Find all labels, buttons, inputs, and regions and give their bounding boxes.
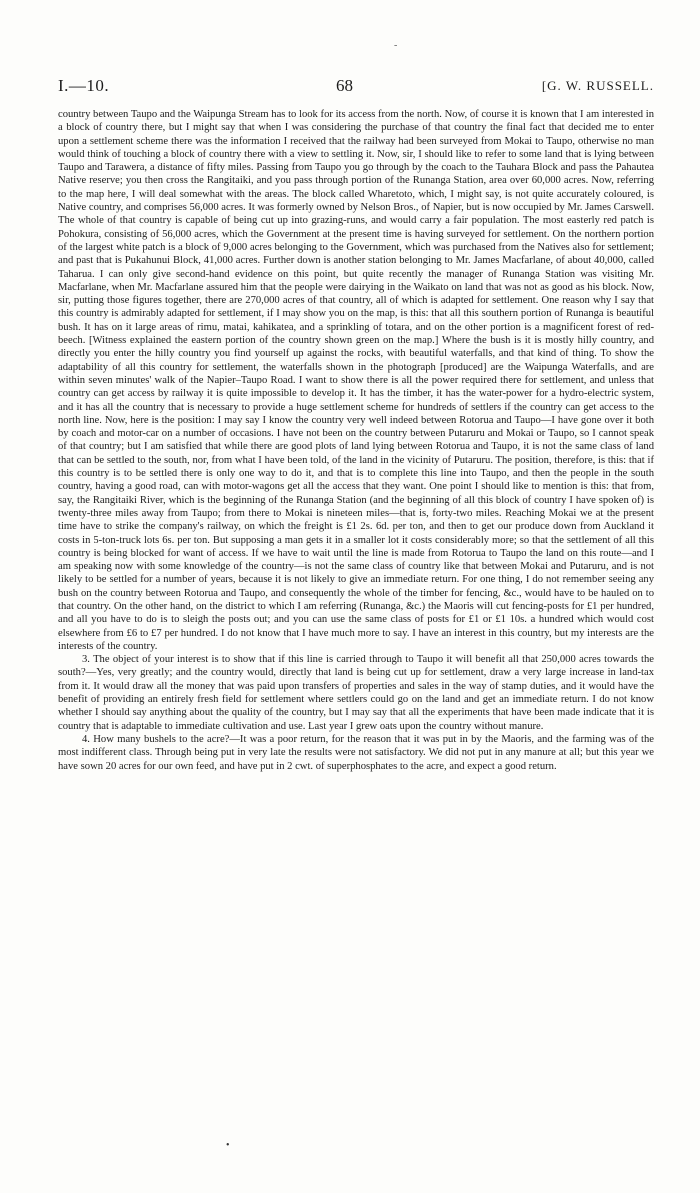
page-number: 68: [336, 76, 353, 95]
paragraph-continuation: country between Taupo and the Waipunga Stream has to look for its access from the north. Now, of course it is known that I am interested in a block of country there, but I might say that when I was considering the purchase of that country the final fact that decided me to enter upon a settlement scheme there was the information I received that the railway had been surveyed from Mokai to Taupo, otherwise no man would think of touching a block of country there with a view to settling it. Now, sir, I should like to refer to some land that is lying between Taupo and Tarawera, a distance of fifty miles. Passing from Taupo you go through by the coach to the Tauhara Block and pass the Pahautea Native reserve; you then cross the Rangitaiki, and you pass through portion of the Runanga Station, area over 60,000 acres. Now, referring to the map here, I will deal somewhat with the areas. The block called Wharetoto, which, I might say, is not quite accurately coloured, is Native country, and comprises 56,000 acres. It was formerly owned by Nelson Bros., of Napier, but is now occupied by Mr. James Carswell. The whole of that country is capable of being cut up into grazing-runs, and would carry a fair population. The most easterly red patch is Pohokura, consisting of 56,000 acres, which the Government at the present time is having surveyed for settlement. On the northern portion of the largest white patch is a block of 9,000 acres belonging to the Government, which was purchased from the Natives also for settlement; and past that is Pukahunui Block, 41,000 acres. Further down is another station belonging to Mr. James Macfarlane, of about 40,000, called Taharua. I can only give second-hand evidence on this point, but quite recently the manager of Runanga Station was visiting Mr. Macfarlane, when Mr. Macfarlane assured him that the people were dairying in the Waikato on land that was not as good as his block. Now, sir, putting those figures together, there are 270,000 acres of that country, all of which is adapted for settlement. One reason why I say that this country is admirably adapted for settlement, if I may show you on the map, is this: that all this southern portion of Runanga is beautiful bush. It has on it large areas of rimu, matai, kahikatea, and a sprinkling of totara, and on the other portion is a magnificent forest of red-beech. [Witness explained the eastern portion of the country shown green on the map.] Where the bush is it is mostly hilly country, and directly you enter the hilly country you find yourself up against the rocks, with beautiful waterfalls, and that kind of thing. To show the adaptability of all this country for settlement, the waterfalls shown in the photograph [produced] are the Waipunga Waterfalls, and are within seven minutes' walk of the Napier–Taupo Road. I want to show there is all the power required there for settlement, and unless that country can get access by railway it is quite impossible to develop it. It has the timber, it has the water-power for a hydro-electric system, and it has all the country that is necessary to provide a huge settlement scheme for hundreds of settlers if the country can get access to the north line. Now, here is the position: I may say I know the country very well indeed between Rotorua and Taupo—I have gone over it both by coach and motor-car on a number of occasions. I have not been on the country between Putaruru and Mokai or Taupo, so I cannot speak of that country; but I am satisfied that while there are good plots of land lying between Rotorua and Taupo, it is not the same class of land that can be settled to the south, nor, from what I have been told, of the land in the vicinity of Putaruru. The position, therefore, is this: that if this country is to be settled there is only one way to do it, and that is to complete this line into Taupo, and then the people in the south country, having a good road, can with motor-wagons get all the access that they want. One point I should like to mention is this: that from, say, the Rangitaiki River, which is the beginning of the Runanga Station (and the beginning of all this block of country I have spoken of) is twenty-three miles away from Taupo; from there to Mokai is nineteen miles—that is, forty-two miles. Reaching Mokai we at the present time have to strike the company's railway, on which the freight is £1 2s. 6d. per ton, and then to get our produce down from Auckland it costs in 5-ton-truck lots 6s. per ton. But supposing a man gets it in a smaller lot it costs considerably more; so that the settlement of all this country is being blocked for want of access. If we have to wait until the line is made from Rotorua to Taupo the land on this route—and I am speaking now with some knowledge of the country—is not the same class of country like that between Mokai and Putaruru, and is not likely to be settled for a number of years, because it is not likely to give an immediate return. For one thing, I do not remember seeing any bush on the country between Rotorua and Taupo, and consequently the whole of the timber for fencing, &c., would have to be hauled on to that country. On the other hand, on the district to which I am referring (Runanga, &c.) the Maoris will cut fencing-posts for £1 per hundred, and all you have to do is to sleigh the posts out; and you can use the same class of posts for £1 or £1 10s. a hundred which would cost elsewhere from £6 to £7 per hundred. I do not know that I have much more to say. I have an interest in this country, but my interests are the interests of the country.: [58, 109, 654, 652]
paragraph-question-4: 4. How many bushels to the acre?—It was a poor return, for the reason that it was put in by the Maoris, and the farming was of the most indifferent class. Through being put in very late the results were not satisfactory. We did not put in any manure at all; but this year we have sown 20 acres for our own feed, and have put in 2 cwt. of superphosphates to the acre, and expect a good return.: [58, 733, 654, 772]
document-page: [58, 0, 654, 1193]
body-text: [58, 108, 654, 773]
top-stray-mark: -: [394, 40, 398, 51]
paragraph-question-3: 3. The object of your interest is to show that if this line is carried through to Taupo it will benefit all that 250,000 acres towards the south?—Yes, very greatly; and the country would, directly that land is being cut up for settlement, draw a very large increase in land-tax from it. It would draw all the money that was paid upon transfers of properties and sales in the way of stamp duties, and it would have the benefit of providing an entirely fresh field for settlement where settlers could go on the land and get an immediate return. I do not know whether I should say anything about the quality of the country, but I may say that all the experiments that have been made indicate that it is country that is adaptable to immediate cultivation and use. Last year I grew oats upon the country without manure.: [58, 654, 654, 732]
document-reference: I.—10.: [58, 76, 110, 95]
witness-name: [G. W. RUSSELL.: [541, 78, 654, 93]
page-header: [58, 74, 654, 98]
bottom-stray-mark: •: [226, 1140, 230, 1151]
